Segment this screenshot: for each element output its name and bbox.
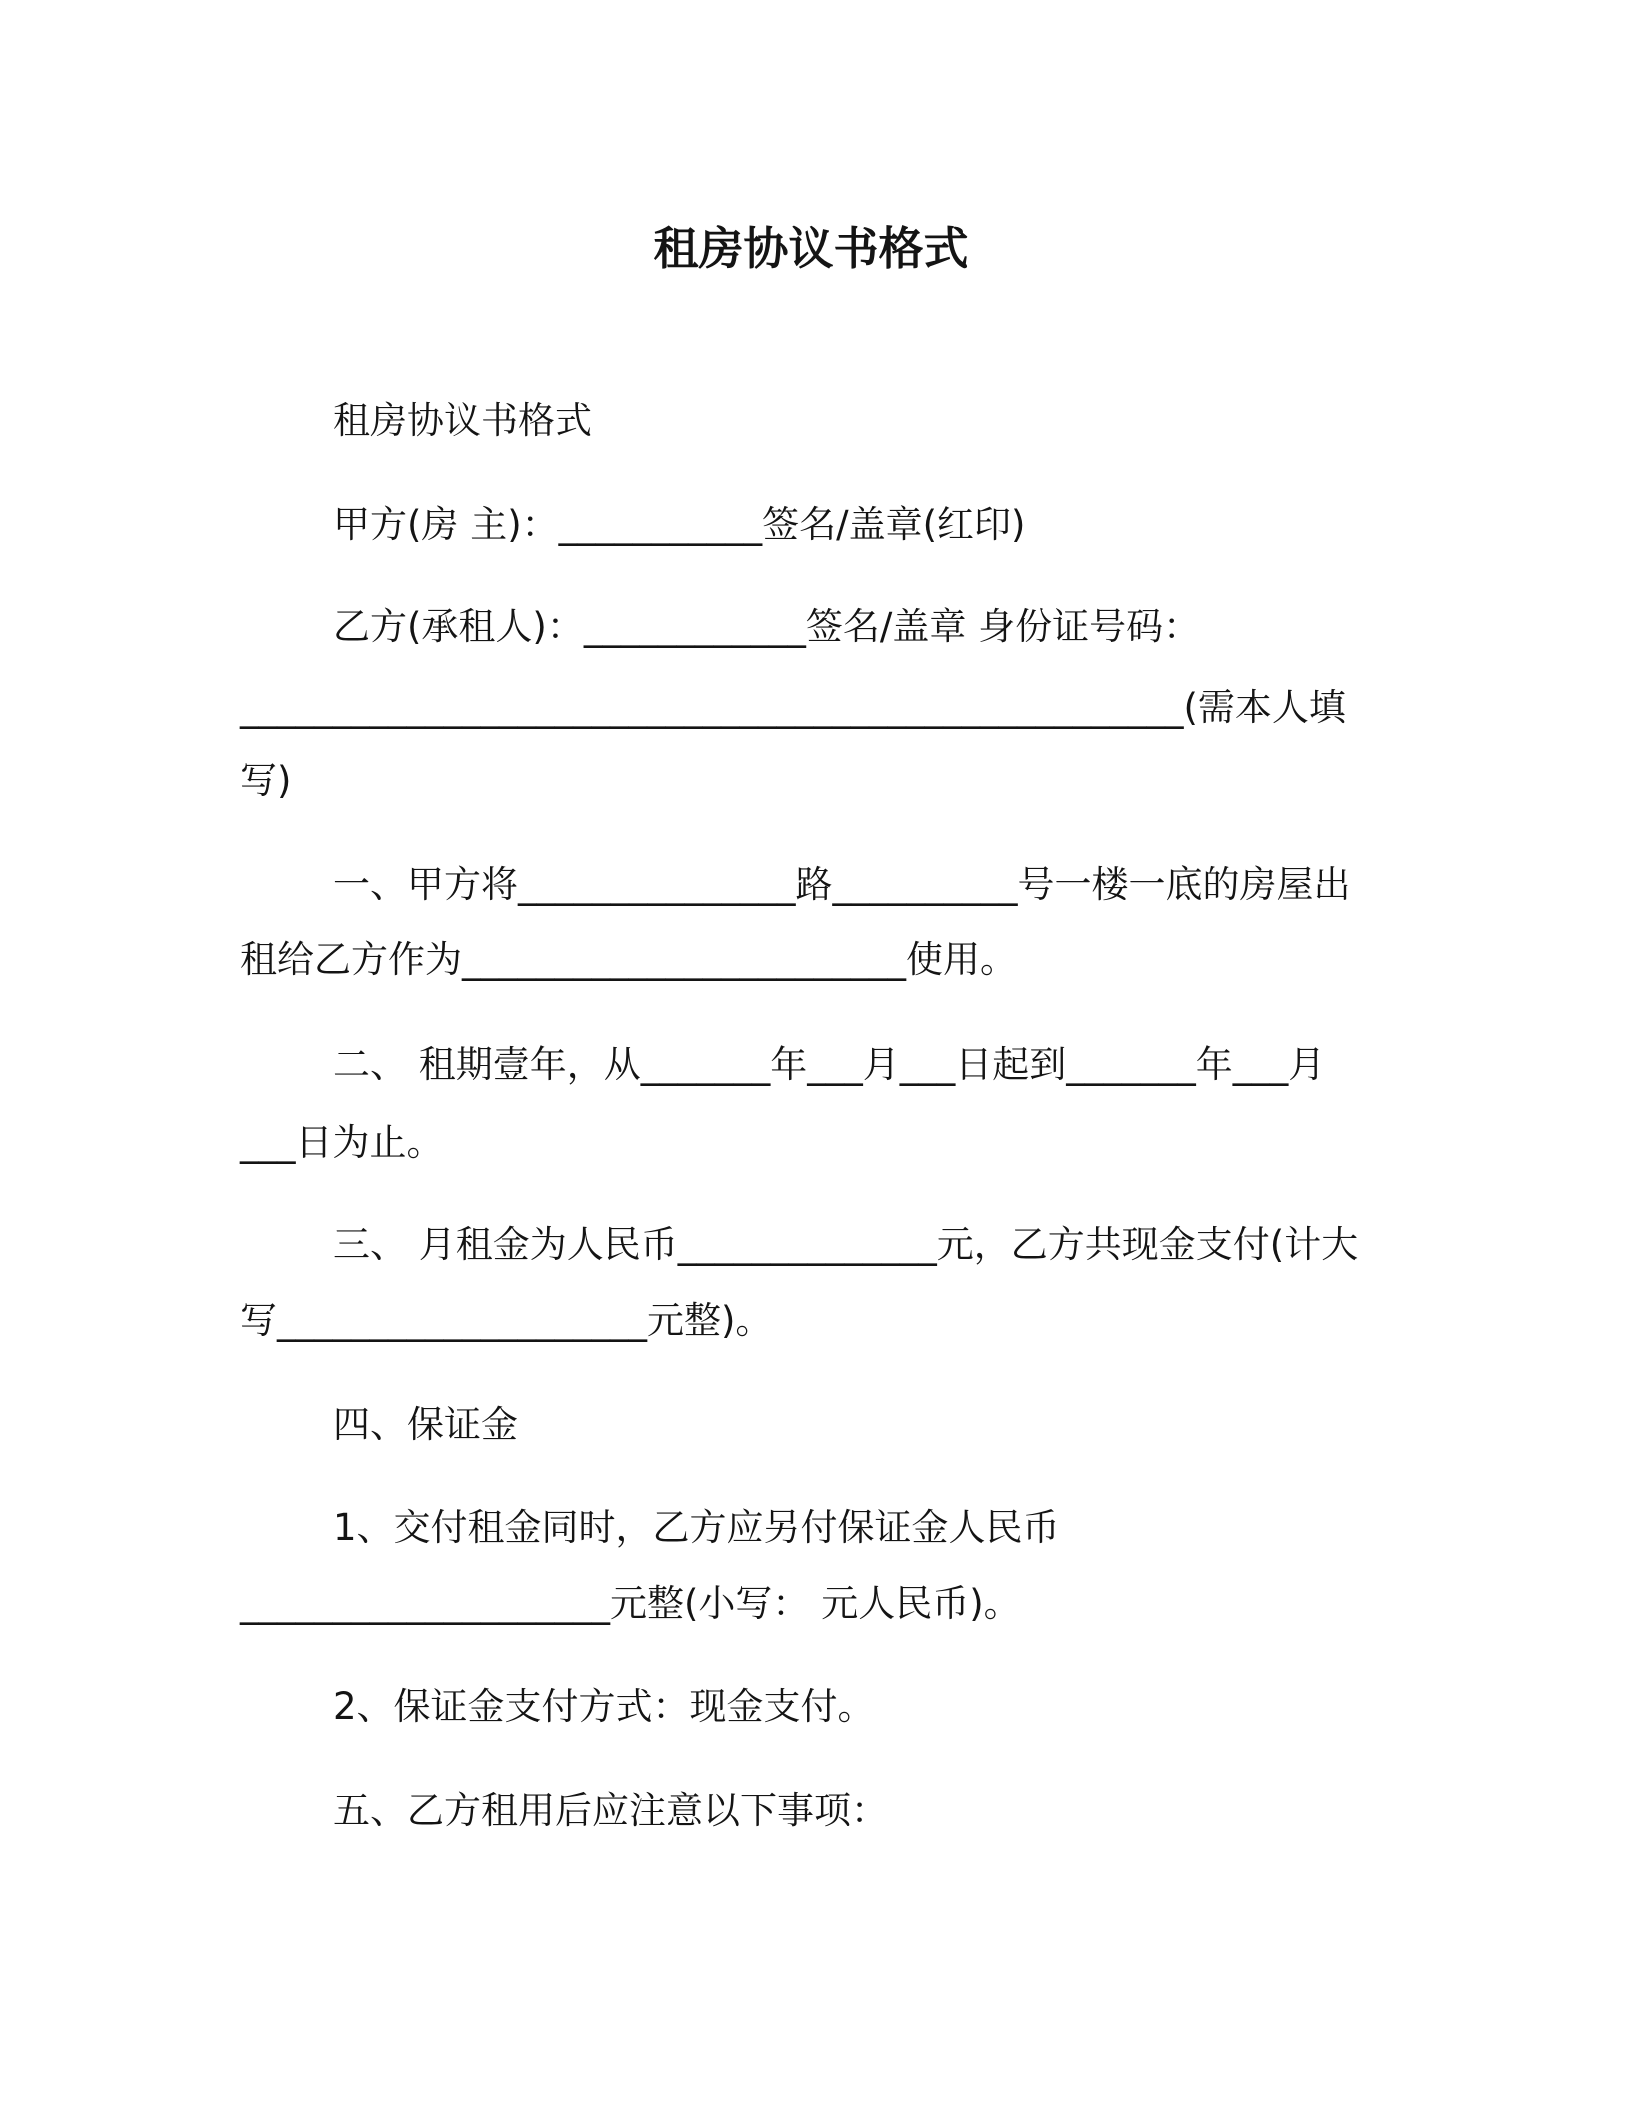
clause-2-line-2: ___日为止。 xyxy=(240,1121,444,1164)
document-heading: 租房协议书格式 xyxy=(333,399,592,442)
clause-5-heading: 五、乙方租用后应注意以下事项： xyxy=(333,1789,888,1832)
party-a-line: 甲方(房 主)：___________签名/盖章(红印) xyxy=(333,503,1026,546)
clause-3-line-2: 写____________________元整)。 xyxy=(240,1299,773,1342)
party-b-line-3: 写) xyxy=(240,759,292,802)
party-b-line-1: 乙方(承租人)：____________签名/盖章 身份证号码： xyxy=(333,605,1201,648)
clause-1-line-1: 一、甲方将_______________路__________号一楼一底的房屋出 xyxy=(333,863,1351,906)
deposit-item-1-line-2: ____________________元整(小写： 元人民币)。 xyxy=(240,1582,1021,1625)
clause-3-line-1: 三、 月租金为人民币______________元，乙方共现金支付(计大 xyxy=(333,1223,1359,1266)
clause-2-line-1: 二、 租期壹年，从_______年___月___日起到_______年___月 xyxy=(333,1043,1326,1086)
id-number-blank-line: ___________________________________________________(需本人填 xyxy=(240,686,1346,729)
deposit-item-1-line-1: 1、交付租金同时，乙方应另付保证金人民币 xyxy=(333,1506,1060,1549)
document-title: 租房协议书格式 xyxy=(653,222,969,275)
clause-1-line-2: 租给乙方作为________________________使用。 xyxy=(240,938,1017,981)
clause-4-heading: 四、保证金 xyxy=(333,1403,518,1446)
deposit-item-2-line: 2、保证金支付方式：现金支付。 xyxy=(333,1685,875,1728)
